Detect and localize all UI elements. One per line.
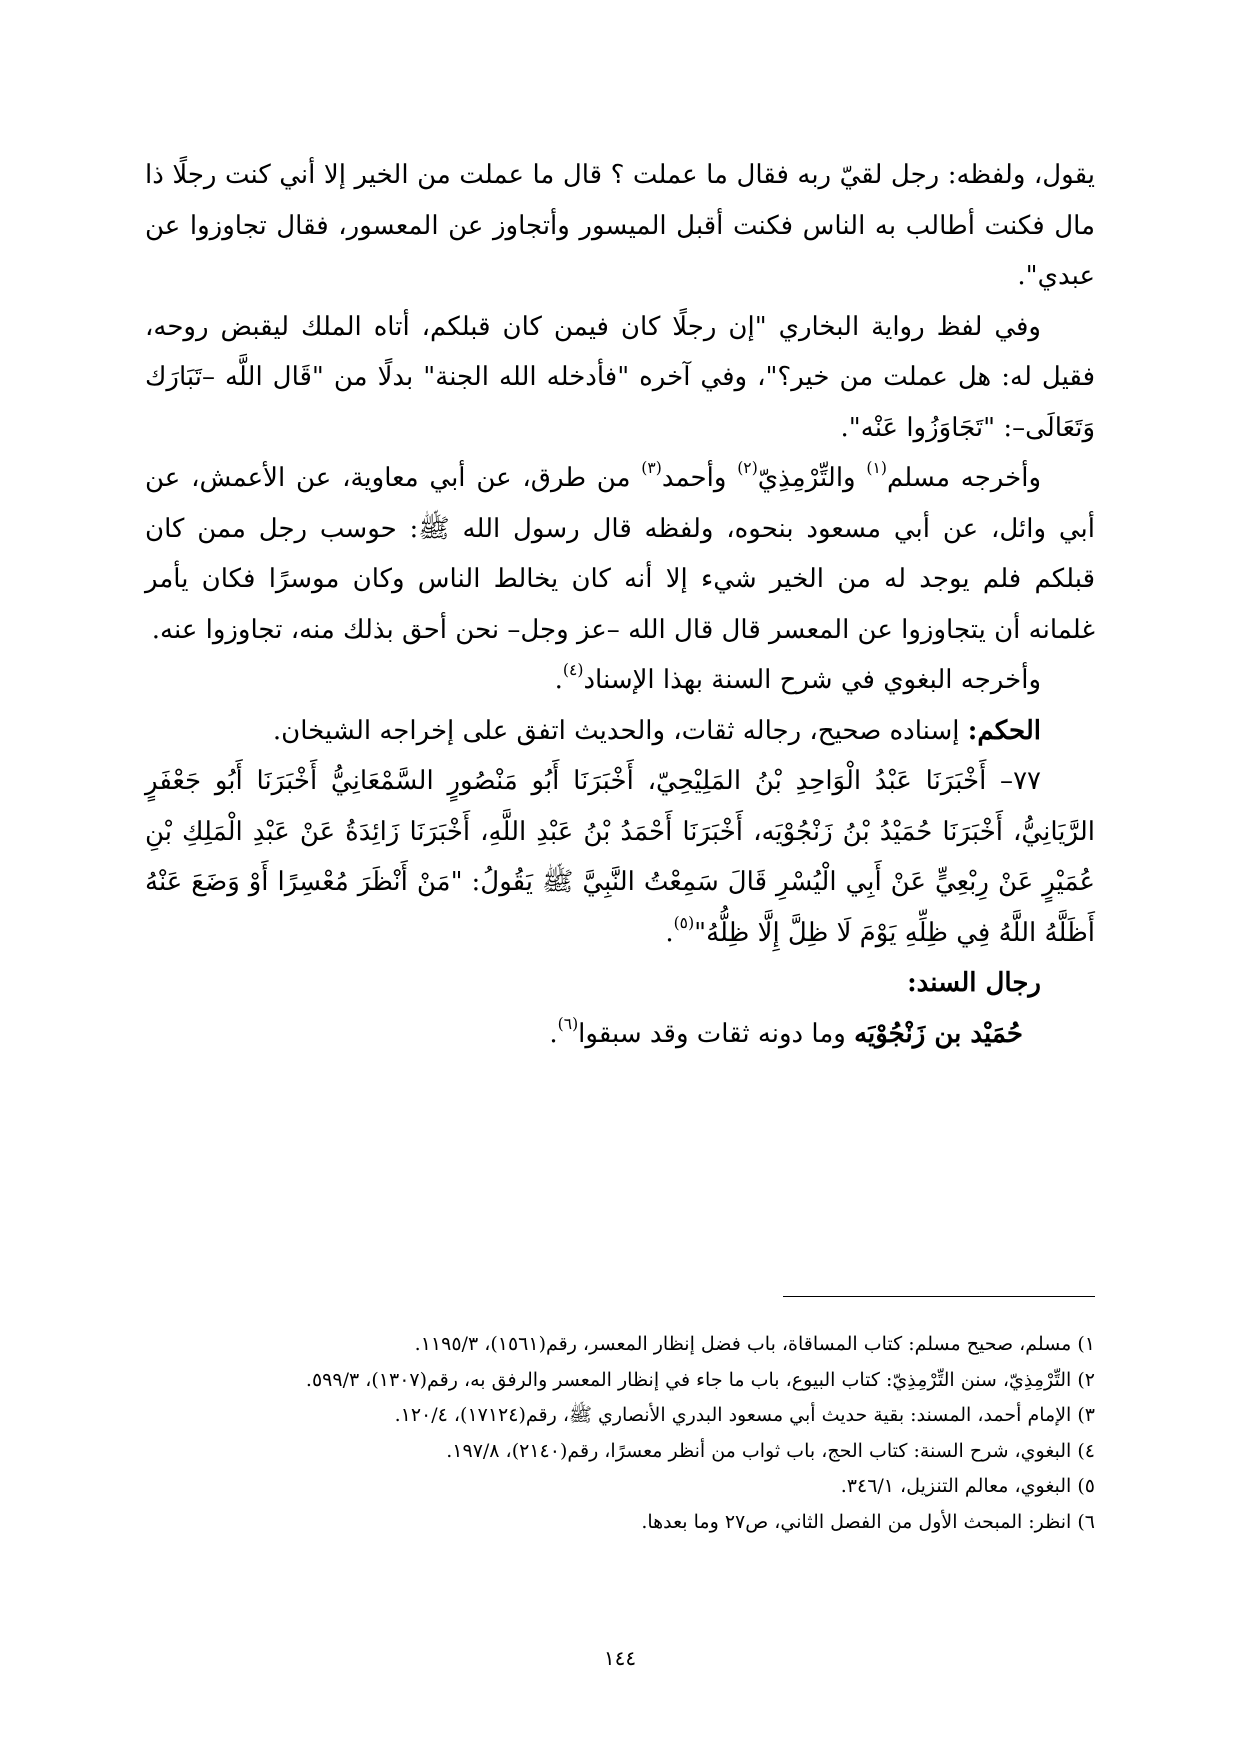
footnote-6: ٦) انظر: المبحث الأول من الفصل الثاني، ص٢٧ وما بعدها. bbox=[641, 1510, 1095, 1533]
footnote-4: ٤) البغوي، شرح السنة: كتاب الحج، باب ثواب من أنظر معسرًا، رقم(٢١٤٠)، ١٩٧/٨. bbox=[446, 1439, 1095, 1462]
paragraph-hadith-77 bbox=[145, 756, 1095, 958]
ruling-text: إسناده صحيح، رجاله ثقات، والحديث اتفق على إخراجه الشيخان. bbox=[272, 715, 968, 746]
narrator-name: حُمَيْد بن زَنْجُوْيَه bbox=[854, 1018, 1023, 1049]
hadith-text: ٧٧– أَخْبَرَنَا عَبْدُ الْوَاحِدِ بْنُ المَلِيْحِيّ، أَخْبَرَنَا أَبُو مَنْصُورٍ السَّمْعَانِيُّ أَخْبَرَنَا أَبُو جَعْفَرٍ الرَّيَانِيُّ، أَخْبَرَنَا حُمَيْدُ بْنُ زَنْجُوْيَه، أَخْبَرَنَا أَحْمَدُ بْنُ عَبْدِ اللَّهِ، أَخْبَرَنَا زَائِدَةُ عَنْ عَبْدِ الْمَلِكِ بْنِ عُمَيْرٍ عَنْ رِبْعِيٍّ عَنْ أَبِي الْيُسْرِ قَالَ سَمِعْتُ النَّبِيَّ ﷺ يَقُولُ: "مَنْ أَنْظَرَ مُعْسِرًا أَوْ وَضَعَ عَنْهُ أَظَلَّهُ اللَّهُ فِي ظِلِّهِ يَوْمَ لَا ظِلَّ إِلَّا ظِلُّهُ" bbox=[145, 766, 1095, 948]
hadith-end: . bbox=[665, 917, 674, 948]
footnote-ref-3[interactable]: (٣) bbox=[641, 458, 662, 477]
takhrij-text-c: وأحمد bbox=[661, 463, 738, 493]
footnote-ref-4[interactable]: (٤) bbox=[562, 660, 584, 679]
footnote-5: ٥) البغوي، معالم التنزيل، ٣٤٦/١. bbox=[840, 1475, 1095, 1497]
footnote-1: ١) مسلم، صحيح مسلم: كتاب المساقاة، باب فضل إنظار المعسر، رقم(١٥٦١)، ١١٩٥/٣. bbox=[414, 1333, 1095, 1355]
footnote-ref-5[interactable]: (٥) bbox=[673, 913, 695, 932]
rijal-heading: رجال السند: bbox=[907, 968, 1041, 998]
footnote-ref-2[interactable]: (٢) bbox=[737, 458, 758, 477]
narrator-end: . bbox=[549, 1018, 558, 1049]
paragraph-narrator bbox=[145, 1009, 1095, 1060]
footnote-2: ٢) التِّرْمِذِيّ، سنن التِّرْمِذِيّ: كتاب البيوع، باب ما جاء في إنظار المعسر والرفق به، رقم(١٣٠٧)، ٥٩٩/٣. bbox=[305, 1368, 1095, 1391]
section-heading-rijal bbox=[145, 958, 1095, 1009]
paragraph-ruling bbox=[145, 706, 1095, 757]
baghawi-text: وأخرجه البغوي في شرح السنة بهذا الإسناد bbox=[583, 665, 1041, 695]
footnote-separator bbox=[783, 1296, 1095, 1297]
paragraph-bukhari-version: وفي لفظ رواية البخاري "إن رجلًا كان فيمن كان قبلكم، أتاه الملك ليقبض روحه، فقيل له: هل عملت من خير؟"، وفي آخره "فأدخله الله الجنة" بدلًا من "قَال اللَّه –تَبَارَك وَتَعَالَى–: "تَجَاوَزُوا عَنْه". bbox=[145, 311, 1095, 443]
takhrij-text-d: من طرق، عن أبي معاوية، عن الأعمش، عن أبي وائل، عن أبي مسعود بنحوه، ولفظه قال رسول الله ﷺ: حوسب رجل ممن كان قبلكم فلم يوجد له من الخير شيء إلا أنه كان يخالط الناس وكان موسرًا فكان يأمر غلمانه أن يتجاوزوا عن المعسر قال قال الله –عز وجل– نحن أحق بذلك منه، تجاوزوا عنه. bbox=[145, 463, 1095, 645]
footnote-3: ٣) الإمام أحمد، المسند: بقية حديث أبي مسعود البدري الأنصاري ﷺ، رقم(١٧١٢٤)، ١٢٠/٤. bbox=[394, 1404, 1095, 1426]
footnote-ref-1[interactable]: (١) bbox=[866, 458, 887, 477]
footnote-ref-6[interactable]: (٦) bbox=[557, 1014, 579, 1033]
narrator-text: وما دونه ثقات وقد سبقوا bbox=[578, 1018, 855, 1049]
footnotes bbox=[145, 1327, 1095, 1540]
takhrij-text-b: والتِّرْمِذِيّ bbox=[757, 463, 867, 493]
paragraph-takhrij bbox=[145, 453, 1095, 655]
takhrij-text-a: وأخرجه مسلم bbox=[886, 463, 1041, 493]
paragraph-baghawi bbox=[145, 655, 1095, 706]
baghawi-end: . bbox=[554, 665, 563, 695]
paragraph-continuation: يقول، ولفظه: رجل لقيّ ربه فقال ما عملت ؟ قال ما عملت من الخير إلا أني كنت رجلًا ذا مال فكنت أطالب به الناس فكنت أقبل الميسور وأتجاوز عن المعسور، فقال تجاوزوا عن عبدي". bbox=[145, 160, 1095, 291]
ruling-label: الحكم: bbox=[967, 715, 1041, 746]
main-text bbox=[145, 150, 1095, 1059]
page-number: ١٤٤ bbox=[603, 1646, 637, 1670]
